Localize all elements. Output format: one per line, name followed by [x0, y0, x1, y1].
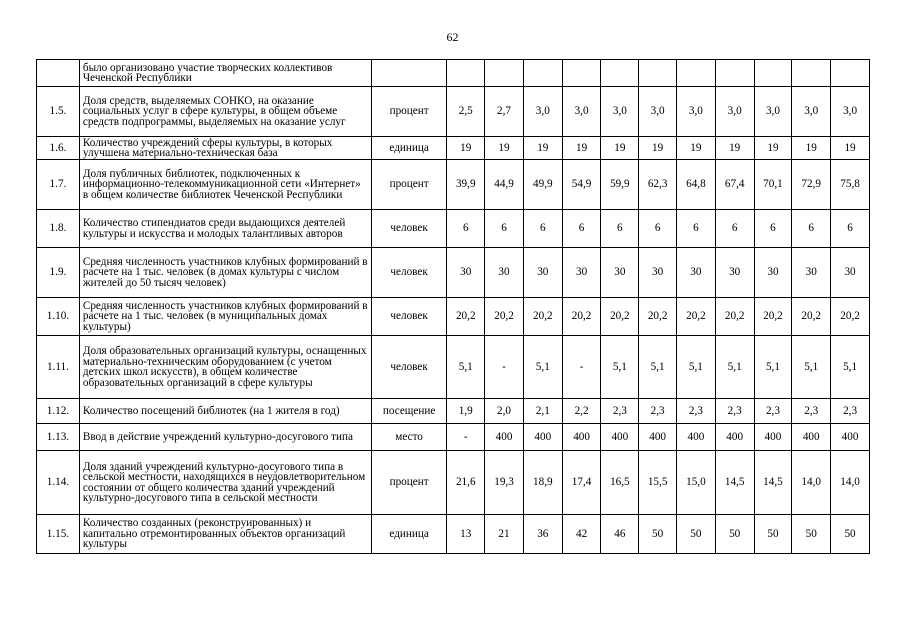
indicator-value: 20,2 [639, 298, 677, 336]
indicator-value: 6 [792, 210, 831, 248]
indicator-value [754, 60, 792, 87]
indicator-value: 59,9 [601, 160, 639, 210]
indicator-name: Средняя численность участников клубных формирований в расчете на 1 тыс. человек (в муниципальных домах культуры) [79, 298, 371, 336]
table-row [37, 298, 870, 336]
indicator-value: 20,2 [792, 298, 831, 336]
indicator-value: 19 [485, 137, 524, 160]
indicator-value: 20,2 [447, 298, 485, 336]
indicator-value [639, 60, 677, 87]
indicator-value: 20,2 [831, 298, 870, 336]
indicator-value: 400 [754, 424, 792, 451]
unit-of-measure: человек [371, 336, 447, 399]
indicator-value: 36 [523, 515, 562, 554]
indicator-value: 42 [562, 515, 601, 554]
indicator-value: 6 [831, 210, 870, 248]
indicator-value: 20,2 [562, 298, 601, 336]
indicator-value: 46 [601, 515, 639, 554]
indicator-value: 30 [792, 248, 831, 298]
indicator-value: 30 [601, 248, 639, 298]
table-row [37, 87, 870, 137]
indicator-value [715, 60, 754, 87]
indicator-value: 2,7 [485, 87, 524, 137]
indicator-value: 19 [831, 137, 870, 160]
indicator-value [792, 60, 831, 87]
indicator-value: 44,9 [485, 160, 524, 210]
indicator-value: 13 [447, 515, 485, 554]
indicator-value: 400 [485, 424, 524, 451]
indicator-value: 3,0 [831, 87, 870, 137]
indicator-value: 20,2 [715, 298, 754, 336]
indicator-value: 50 [754, 515, 792, 554]
indicator-value: 2,3 [677, 399, 716, 424]
indicator-value: 5,1 [677, 336, 716, 399]
table-row [37, 248, 870, 298]
indicator-value: 19 [447, 137, 485, 160]
indicator-value: 400 [715, 424, 754, 451]
indicator-value: 2,3 [754, 399, 792, 424]
table-row [37, 137, 870, 160]
indicator-value: 30 [754, 248, 792, 298]
indicator-value: 21,6 [447, 451, 485, 515]
indicator-value: 3,0 [523, 87, 562, 137]
indicator-value: - [562, 336, 601, 399]
row-number: 1.6. [37, 137, 80, 160]
unit-of-measure: человек [371, 298, 447, 336]
unit-of-measure: посещение [371, 399, 447, 424]
indicator-table [36, 59, 870, 554]
unit-of-measure: процент [371, 160, 447, 210]
unit-of-measure: единица [371, 137, 447, 160]
indicator-value: 30 [831, 248, 870, 298]
table-row [37, 60, 870, 87]
indicator-value: 14,5 [715, 451, 754, 515]
row-number: 1.10. [37, 298, 80, 336]
indicator-value [831, 60, 870, 87]
indicator-value: 50 [639, 515, 677, 554]
indicator-name: Средняя численность участников клубных формирований в расчете на 1 тыс. человек (в домах культуры с числом жителей до 50 тысяч человек) [79, 248, 371, 298]
indicator-value: 5,1 [523, 336, 562, 399]
table-row [37, 451, 870, 515]
indicator-name: Доля средств, выделяемых СОНКО, на оказание социальных услуг в сфере культуры, в общем объеме средств подпрограммы, выделяемых на оказание услуг [79, 87, 371, 137]
indicator-value: 19 [523, 137, 562, 160]
indicator-value [677, 60, 716, 87]
indicator-value: 19 [715, 137, 754, 160]
indicator-name: Количество посещений библиотек (на 1 жителя в год) [79, 399, 371, 424]
indicator-value: 15,0 [677, 451, 716, 515]
indicator-name: было организовано участие творческих коллективов Чеченской Республики [79, 60, 371, 87]
indicator-value: 2,3 [601, 399, 639, 424]
indicator-value: 2,3 [639, 399, 677, 424]
indicator-value: 6 [715, 210, 754, 248]
row-number [37, 60, 80, 87]
indicator-value [562, 60, 601, 87]
indicator-value: 6 [601, 210, 639, 248]
indicator-value: 400 [562, 424, 601, 451]
indicator-value: 19 [677, 137, 716, 160]
indicator-value: 19 [562, 137, 601, 160]
indicator-value: 6 [754, 210, 792, 248]
indicator-name: Количество созданных (реконструированных) и капитально отремонтированных объектов организаций культуры [79, 515, 371, 554]
indicator-value: 16,5 [601, 451, 639, 515]
indicator-value: 20,2 [677, 298, 716, 336]
indicator-value: 400 [523, 424, 562, 451]
table-row [37, 336, 870, 399]
unit-of-measure: единица [371, 515, 447, 554]
unit-of-measure: процент [371, 87, 447, 137]
indicator-value: 20,2 [754, 298, 792, 336]
unit-of-measure: человек [371, 248, 447, 298]
indicator-value: 3,0 [715, 87, 754, 137]
unit-of-measure: место [371, 424, 447, 451]
indicator-value: 19 [639, 137, 677, 160]
indicator-value: 50 [715, 515, 754, 554]
indicator-value: - [485, 336, 524, 399]
indicator-value: 50 [831, 515, 870, 554]
indicator-value: 5,1 [639, 336, 677, 399]
indicator-value [447, 60, 485, 87]
indicator-value: 5,1 [792, 336, 831, 399]
indicator-value: 20,2 [485, 298, 524, 336]
indicator-value: 6 [562, 210, 601, 248]
indicator-value: 5,1 [715, 336, 754, 399]
indicator-value: 49,9 [523, 160, 562, 210]
row-number: 1.11. [37, 336, 80, 399]
indicator-value: 400 [677, 424, 716, 451]
indicator-name: Количество учреждений сферы культуры, в которых улучшена материально-техническая база [79, 137, 371, 160]
indicator-value: 1,9 [447, 399, 485, 424]
indicator-value: 400 [639, 424, 677, 451]
indicator-value: 3,0 [677, 87, 716, 137]
indicator-value: 14,5 [754, 451, 792, 515]
indicator-name: Доля публичных библиотек, подключенных к информационно-телекоммуникационной сети «Интернет» в общем количестве библиотек Чеченской Республики [79, 160, 371, 210]
indicator-value: 19 [792, 137, 831, 160]
indicator-name: Количество стипендиатов среди выдающихся деятелей культуры и искусства и молодых талантливых авторов [79, 210, 371, 248]
indicator-value: 67,4 [715, 160, 754, 210]
row-number: 1.5. [37, 87, 80, 137]
indicator-value: 30 [523, 248, 562, 298]
indicator-value: 2,3 [792, 399, 831, 424]
indicator-value: 400 [601, 424, 639, 451]
table-row [37, 160, 870, 210]
unit-of-measure: человек [371, 210, 447, 248]
indicator-value: 14,0 [792, 451, 831, 515]
indicator-value: 39,9 [447, 160, 485, 210]
indicator-value: 30 [677, 248, 716, 298]
unit-of-measure: процент [371, 451, 447, 515]
indicator-value: 19 [601, 137, 639, 160]
indicator-value: 75,8 [831, 160, 870, 210]
indicator-value [485, 60, 524, 87]
indicator-value: 400 [792, 424, 831, 451]
indicator-value: 19 [754, 137, 792, 160]
table-row [37, 515, 870, 554]
indicator-value: 3,0 [601, 87, 639, 137]
indicator-value: 6 [639, 210, 677, 248]
indicator-value: 17,4 [562, 451, 601, 515]
indicator-value: 2,3 [831, 399, 870, 424]
indicator-value: 6 [485, 210, 524, 248]
indicator-value: 30 [485, 248, 524, 298]
indicator-value: 54,9 [562, 160, 601, 210]
table-row [37, 424, 870, 451]
indicator-value: 50 [677, 515, 716, 554]
row-number: 1.8. [37, 210, 80, 248]
row-number: 1.15. [37, 515, 80, 554]
row-number: 1.12. [37, 399, 80, 424]
indicator-value: 3,0 [792, 87, 831, 137]
row-number: 1.14. [37, 451, 80, 515]
indicator-value: 6 [677, 210, 716, 248]
indicator-value: 62,3 [639, 160, 677, 210]
table-row [37, 210, 870, 248]
row-number: 1.13. [37, 424, 80, 451]
indicator-value: 400 [831, 424, 870, 451]
table-body [37, 60, 870, 554]
indicator-value: 30 [639, 248, 677, 298]
indicator-value: 6 [523, 210, 562, 248]
indicator-value: 5,1 [754, 336, 792, 399]
indicator-value: 18,9 [523, 451, 562, 515]
indicator-value: 6 [447, 210, 485, 248]
indicator-value: 30 [715, 248, 754, 298]
indicator-value: 5,1 [831, 336, 870, 399]
indicator-value: 3,0 [562, 87, 601, 137]
indicator-value: 2,0 [485, 399, 524, 424]
indicator-value: 19,3 [485, 451, 524, 515]
unit-of-measure [371, 60, 447, 87]
indicator-value: 64,8 [677, 160, 716, 210]
indicator-value: 2,1 [523, 399, 562, 424]
indicator-value: 72,9 [792, 160, 831, 210]
indicator-value: 2,2 [562, 399, 601, 424]
indicator-value: 3,0 [639, 87, 677, 137]
indicator-value: 70,1 [754, 160, 792, 210]
indicator-value: 30 [447, 248, 485, 298]
page-number: 62 [446, 30, 459, 44]
indicator-value: 5,1 [447, 336, 485, 399]
indicator-value: 15,5 [639, 451, 677, 515]
indicator-value: 30 [562, 248, 601, 298]
indicator-value: 21 [485, 515, 524, 554]
indicator-name: Доля образовательных организаций культуры, оснащенных материально-техническим оборудованием (с учетом детских школ искусств), в общем количестве образовательных организаций в сфере культуры [79, 336, 371, 399]
indicator-value: 5,1 [601, 336, 639, 399]
indicator-value: 20,2 [601, 298, 639, 336]
indicator-value: 50 [792, 515, 831, 554]
indicator-value [523, 60, 562, 87]
row-number: 1.7. [37, 160, 80, 210]
indicator-value [601, 60, 639, 87]
indicator-name: Ввод в действие учреждений культурно-досугового типа [79, 424, 371, 451]
indicator-value: - [447, 424, 485, 451]
indicator-value: 14,0 [831, 451, 870, 515]
indicator-value: 3,0 [754, 87, 792, 137]
row-number: 1.9. [37, 248, 80, 298]
table-row [37, 399, 870, 424]
indicator-value: 2,5 [447, 87, 485, 137]
indicator-value: 20,2 [523, 298, 562, 336]
indicator-value: 2,3 [715, 399, 754, 424]
indicator-name: Доля зданий учреждений культурно-досугового типа в сельской местности, находящихся в неудовлетворительном состоянии от общего количества зданий учреждений культурно-досугового типа в сельской местности [79, 451, 371, 515]
